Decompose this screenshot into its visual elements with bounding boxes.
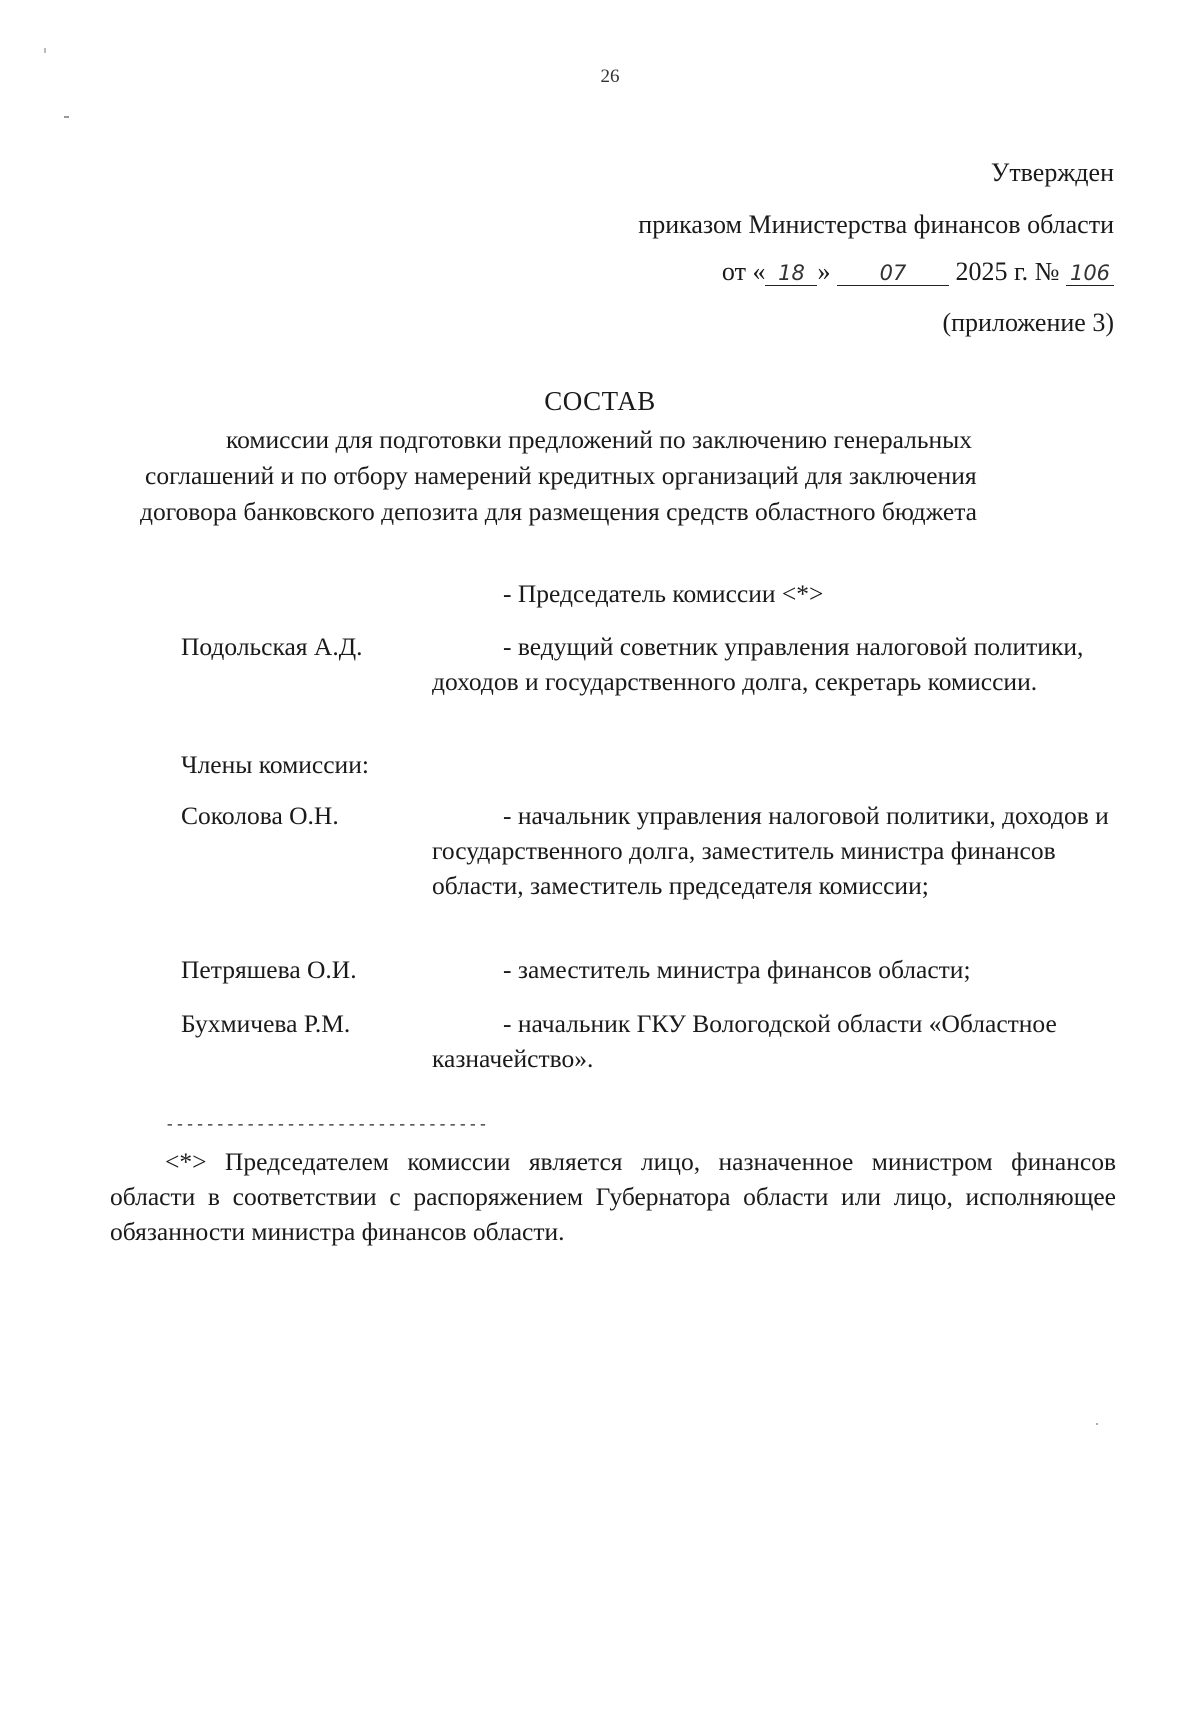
document-subtitle-line: договора банковского депозита для размещения средств областного бюджета — [140, 497, 978, 526]
approval-order-line: приказом Министерства финансов области — [638, 210, 1114, 239]
member-role: - заместитель министра финансов области; — [503, 955, 971, 984]
date-year: 2025 г. № — [955, 257, 1060, 286]
scan-artifact — [44, 48, 46, 53]
scan-artifact — [1096, 1423, 1098, 1425]
member-name: Бухмичева Р.М. — [181, 1009, 351, 1038]
scan-artifact — [64, 116, 69, 118]
document-subtitle-line: соглашений и по отбору намерений кредитных организаций для заключения — [145, 461, 977, 490]
footnote-separator: -------------------------------- — [165, 1116, 489, 1134]
document-subtitle-line: комиссии для подготовки предложений по заключению генеральных — [226, 425, 973, 454]
chair-role: - Председатель комиссии <*> — [503, 579, 824, 608]
member-name: Петряшева О.И. — [181, 955, 357, 984]
member-name: Соколова О.Н. — [181, 801, 339, 830]
date-prefix: от « — [721, 257, 766, 286]
page-number: 26 — [600, 66, 620, 87]
handwritten-day: 18 — [765, 261, 817, 286]
handwritten-month: 07 — [837, 261, 949, 286]
member-role: - начальник управления налоговой политики, доходов и государственного долга, заместитель министра финансов области, заместитель председателя комиссии; — [432, 801, 1109, 900]
approval-date-line — [722, 257, 1114, 287]
approval-heading: Утвержден — [990, 158, 1114, 187]
secretary-name: Подольская А.Д. — [181, 632, 363, 661]
members-heading: Члены комиссии: — [181, 750, 369, 779]
footnote-text: <*> Председателем комиссии является лицо, назначенное министром финансов области в соответствии с распоряжением Губернатора области или лицо, исполняющее обязанности министра финансов области. — [110, 1147, 1116, 1246]
handwritten-order-number: 106 — [1066, 261, 1114, 286]
date-close-quote: » — [817, 257, 831, 286]
member-role: - начальник ГКУ Вологодской области «Областное казначейство». — [432, 1009, 1057, 1073]
appendix-label: (приложение 3) — [942, 308, 1114, 337]
document-title: СОСТАВ — [544, 386, 656, 416]
secretary-role: - ведущий советник управления налоговой политики, доходов и государственного долга, секретарь комиссии. — [432, 632, 1084, 696]
